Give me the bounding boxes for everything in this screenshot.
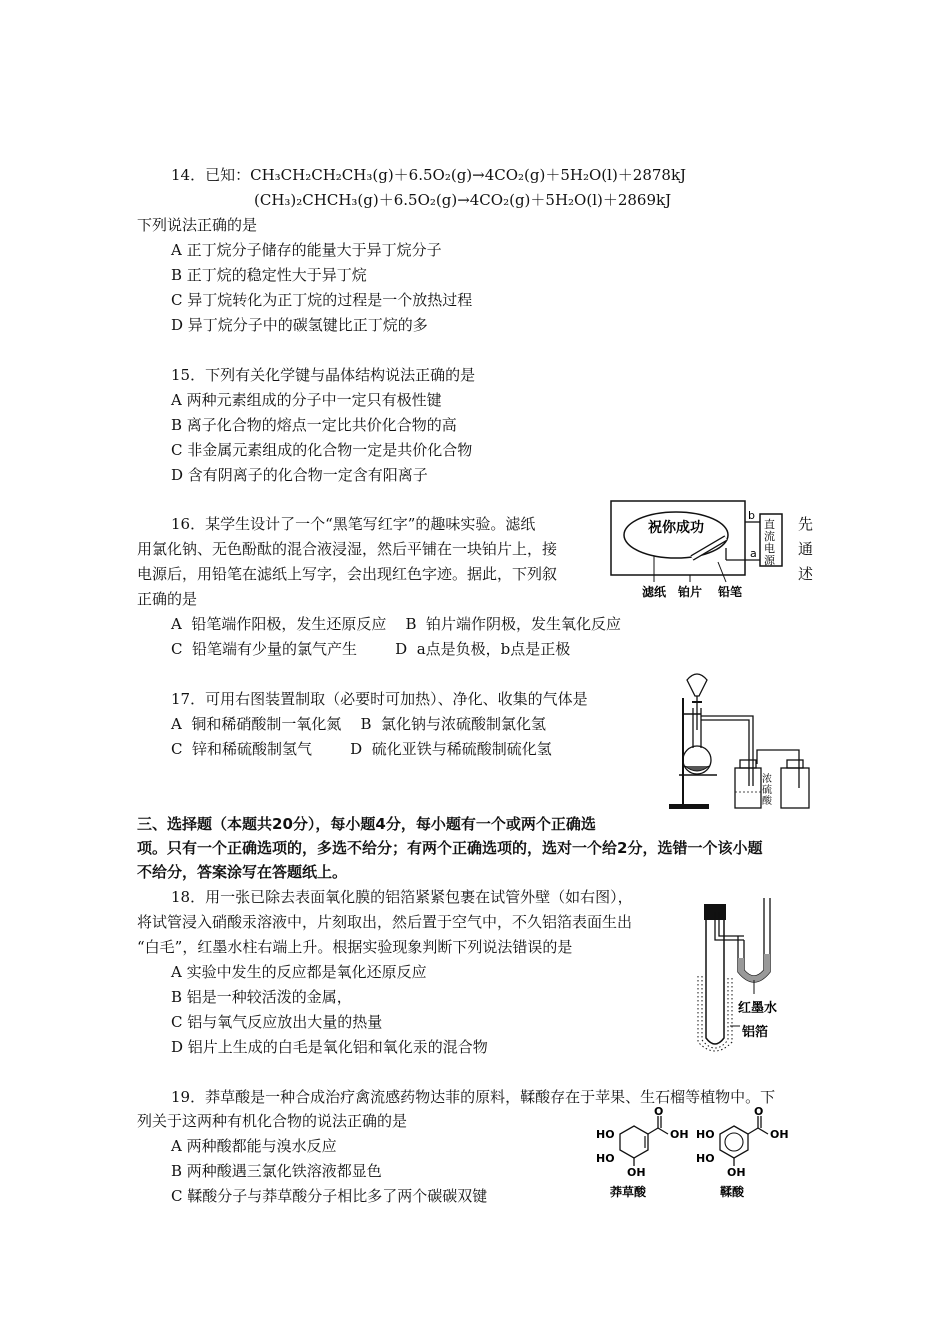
q14-option-c: C 异丁烷转化为正丁烷的过程是一个放热过程 bbox=[171, 291, 473, 309]
label-red-ink: 红墨水 bbox=[738, 1001, 778, 1016]
q15-option-b: B 离子化合物的熔点一定比共价化合物的高 bbox=[171, 416, 457, 434]
shikimic-ho-2: HO bbox=[596, 1152, 615, 1165]
q18-line3: “白毛”，红墨水柱右端上升。根据实验现象判断下列说法错误的是 bbox=[137, 938, 573, 956]
q16-line3: 电源后，用铅笔在滤纸上写字，会出现红色字迹。据此，下列叙 bbox=[137, 565, 558, 583]
q19-option-b: B 两种酸遇三氯化铁溶液都显色 bbox=[171, 1162, 382, 1180]
q18-option-a: A 实验中发生的反应都是氧化还原反应 bbox=[171, 963, 427, 981]
q18-test-tube-figure bbox=[688, 896, 798, 1056]
section3-line2: 项。只有一个正确选项的，多选不给分；有两个正确选项的，选对一个给2分，选错一个该小题 bbox=[137, 839, 763, 857]
q14-option-d: D 异丁烷分子中的碳氢键比正丁烷的多 bbox=[171, 316, 428, 334]
shikimic-oh-acid: OH bbox=[670, 1128, 689, 1141]
q15-option-d: D 含有阴离子的化合物一定含有阳离子 bbox=[171, 466, 428, 484]
terminal-b: b bbox=[748, 509, 755, 522]
q16-line2: 用氯化钠、无色酚酞的混合液浸湿，然后平铺在一块铂片上，接 bbox=[137, 540, 558, 558]
q16-line1-tail: 先 bbox=[798, 515, 814, 533]
q14-option-a: A 正丁烷分子储存的能量大于异丁烷分子 bbox=[171, 241, 442, 259]
label-pencil: 铅笔 bbox=[718, 585, 743, 599]
label-gallic-acid: 鞣酸 bbox=[720, 1185, 745, 1199]
q19-line2: 列关于这两种有机化合物的说法正确的是 bbox=[137, 1112, 408, 1130]
section3-line3: 不给分，答案涂写在答题纸上。 bbox=[137, 863, 348, 881]
q18-line1: 18．用一张已除去表面氧化膜的铝箔紧紧包裹在试管外壁（如右图）， bbox=[171, 888, 633, 906]
q18-option-c: C 铝与氧气反应放出大量的热量 bbox=[171, 1013, 383, 1031]
separatory-funnel bbox=[687, 674, 707, 696]
q16-electrolysis-figure bbox=[610, 500, 792, 602]
gallic-o: O bbox=[754, 1105, 764, 1118]
figure-written-text: 祝你成功 bbox=[648, 520, 704, 536]
label-platinum-plate: 铂片 bbox=[678, 585, 703, 599]
shikimic-ho-1: HO bbox=[596, 1128, 615, 1141]
q16-line1: 16．某学生设计了一个“黑笔写红字”的趣味实验。滤纸 bbox=[171, 515, 536, 533]
q15-option-c: C 非金属元素组成的化合物一定是共价化合物 bbox=[171, 441, 473, 459]
q17-gas-apparatus-figure bbox=[665, 668, 815, 813]
q19-structures-figure bbox=[594, 1105, 794, 1200]
aluminum-foil bbox=[698, 976, 732, 1051]
section3-line1: 三、选择题（本题共20分），每小题4分，每小题有一个或两个正确选 bbox=[137, 815, 596, 833]
q18-option-b: B 铝是一种较活泼的金属， bbox=[171, 988, 352, 1006]
gallic-acid-structure bbox=[696, 1105, 789, 1199]
q16-options-row1: A 铅笔端作阳极，发生还原反应 B 铂片端作阴极，发生氧化反应 bbox=[171, 615, 622, 633]
collection-bottle bbox=[781, 768, 809, 808]
shikimic-o: O bbox=[654, 1105, 664, 1118]
q16-line3-tail: 述 bbox=[798, 565, 814, 583]
q19-line1: 19．莽草酸是一种合成治疗禽流感药物达菲的原料，鞣酸存在于苹果、生石榴等植物中。下 bbox=[171, 1088, 776, 1106]
q14-prompt: 下列说法正确的是 bbox=[137, 216, 258, 234]
q15-option-a: A 两种元素组成的分子中一定只有极性键 bbox=[171, 391, 442, 409]
terminal-a: a bbox=[750, 547, 757, 560]
shikimic-acid-structure bbox=[596, 1105, 689, 1199]
bottle-label-1: 浓 bbox=[762, 774, 772, 785]
q16-options-row2: C 铅笔端有少量的氯气产生 D a点是负极，b点是正极 bbox=[171, 640, 571, 658]
label-shikimic-acid: 莽草酸 bbox=[610, 1185, 647, 1199]
gallic-oh-3: OH bbox=[727, 1166, 746, 1179]
q16-line2-tail: 通 bbox=[798, 540, 814, 558]
gallic-ho-1: HO bbox=[696, 1128, 715, 1141]
q14-stem: 14．已知：CH₃CH₂CH₂CH₃(g)＋6.5O₂(g)→4CO₂(g)＋5H₂O(l)＋2878kJ bbox=[171, 166, 687, 184]
q14-eq1: CH₃CH₂CH₂CH₃(g)＋6.5O₂(g)→4CO₂(g)＋5H₂O(l)＋2878kJ bbox=[250, 166, 687, 184]
wash-bottle bbox=[735, 768, 761, 808]
q18-option-d: D 铝片上生成的白毛是氧化铝和氧化汞的混合物 bbox=[171, 1038, 488, 1056]
bottle-label-3: 酸 bbox=[762, 796, 772, 807]
q14-option-b: B 正丁烷的稳定性大于异丁烷 bbox=[171, 266, 367, 284]
bottle-label-2: 硫 bbox=[762, 785, 772, 796]
power-label-4: 源 bbox=[764, 554, 775, 567]
gallic-ho-2: HO bbox=[696, 1152, 715, 1165]
q17-stem: 17．可用右图装置制取（必要时可加热）、净化、收集的气体是 bbox=[171, 690, 588, 708]
shikimic-oh-3: OH bbox=[627, 1166, 646, 1179]
q17-options-row1: A 铜和稀硝酸制一氧化氮 B 氯化钠与浓硫酸制氯化氢 bbox=[171, 715, 547, 733]
power-label-3: 电 bbox=[764, 542, 775, 555]
power-label-1: 直 bbox=[764, 518, 775, 531]
q16-line4: 正确的是 bbox=[137, 590, 198, 608]
label-aluminum-foil: 铝箔 bbox=[742, 1025, 769, 1040]
gallic-oh-acid: OH bbox=[770, 1128, 789, 1141]
q15-stem: 15．下列有关化学键与晶体结构说法正确的是 bbox=[171, 366, 476, 384]
power-label-2: 流 bbox=[764, 530, 775, 543]
q18-line2: 将试管浸入硝酸汞溶液中，片刻取出，然后置于空气中，不久铝箔表面生出 bbox=[137, 913, 633, 931]
label-filter-paper: 滤纸 bbox=[642, 585, 667, 599]
q19-option-a: A 两种酸都能与溴水反应 bbox=[171, 1137, 337, 1155]
q19-option-c: C 鞣酸分子与莽草酸分子相比多了两个碳碳双键 bbox=[171, 1187, 488, 1205]
q14-eq2: (CH₃)₂CHCH₃(g)＋6.5O₂(g)→4CO₂(g)＋5H₂O(l)＋2869kJ bbox=[254, 191, 672, 209]
q17-options-row2: C 锌和稀硫酸制氢气 D 硫化亚铁与稀硫酸制硫化氢 bbox=[171, 740, 552, 758]
